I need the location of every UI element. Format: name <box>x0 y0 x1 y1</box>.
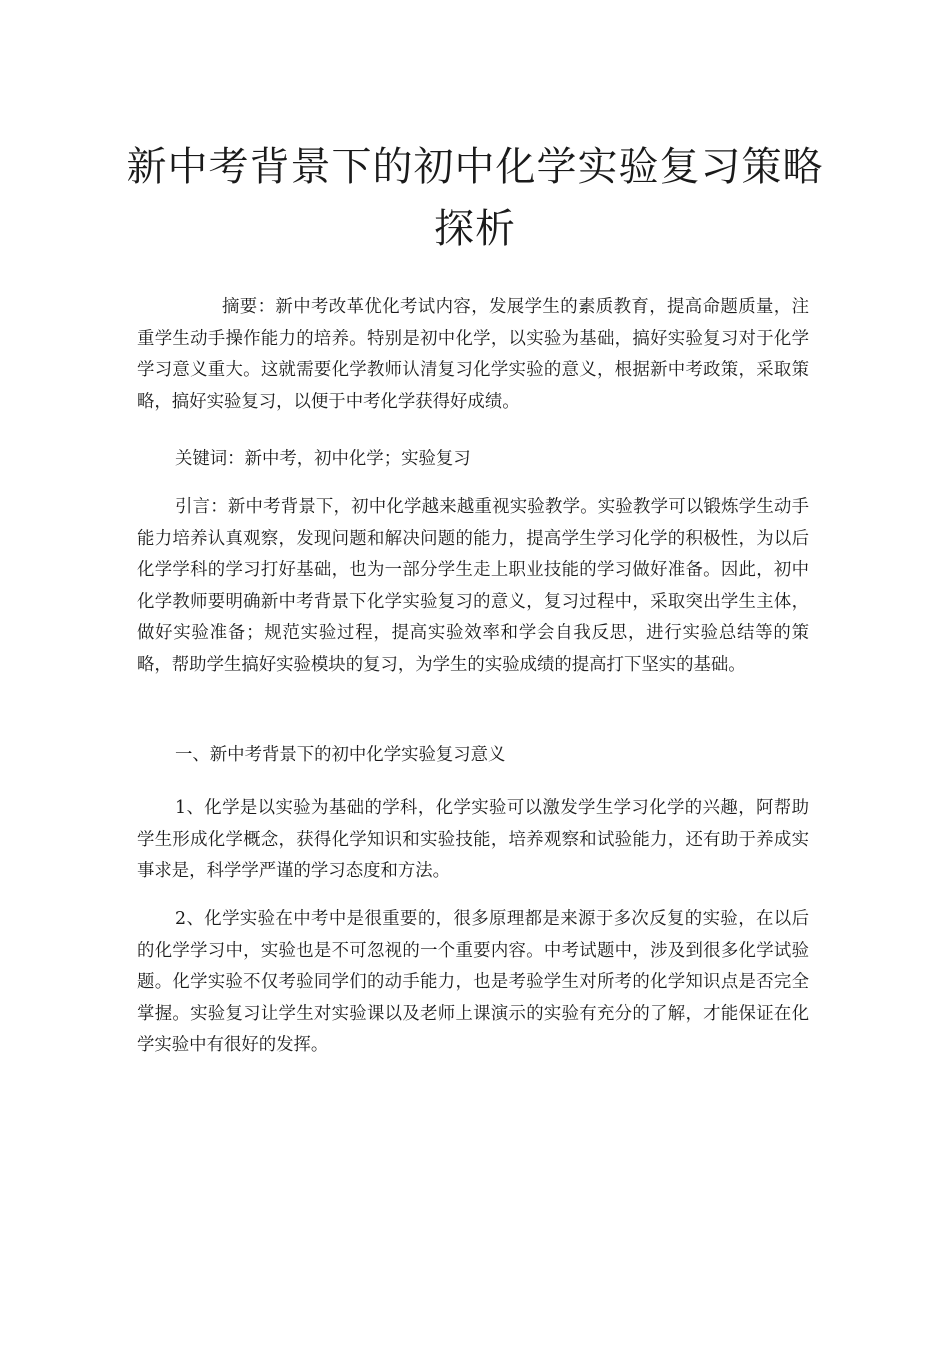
document-title: 新中考背景下的初中化学实验复习策略探析 <box>126 144 824 252</box>
abstract-paragraph: 摘要：新中考改革优化考试内容，发展学生的素质教育，提高命题质量，注重学生动手操作能力的培养。特别是初中化学，以实验为基础，搞好实验复习对于化学学习意义重大。这就需要化学教师认清复习化学实验的意义，根据新中考政策，采取策略，搞好实验复习，以便于中考化学获得好成绩。 <box>137 297 809 412</box>
introduction-paragraph: 引言：新中考背景下，初中化学越来越重视实验教学。实验教学可以锻炼学生动手能力培养认真观察，发现问题和解决问题的能力，提高学生学习化学的积极性，为以后化学学科的学习打好基础，也为一部分学生走上职业技能的学习做好准备。因此，初中化学教师要明确新中考背景下化学实验复习的意义，复习过程中，采取突出学生主体，做好实验准备；规范实验过程，提高实验效率和学会自我反思，进行实验总结等的策略，帮助学生搞好实验模块的复习，为学生的实验成绩的提高打下坚实的基础。 <box>137 497 809 675</box>
section-point-1: 1、化学是以实验为基础的学科，化学实验可以激发学生学习化学的兴趣，阿帮助学生形成化学概念，获得化学知识和实验技能，培养观察和试验能力，还有助于养成实事求是，科学学严谨的学习态度和方法。 <box>137 798 809 881</box>
section-heading: 一、新中考背景下的初中化学实验复习意义 <box>175 745 506 765</box>
keywords-paragraph: 关键词：新中考，初中化学；实验复习 <box>175 449 471 469</box>
section-point-2: 2、化学实验在中考中是很重要的，很多原理都是来源于多次反复的实验，在以后的化学学习中，实验也是不可忽视的一个重要内容。中考试题中，涉及到很多化学试验题。化学实验不仅考验同学们的动手能力，也是考验学生对所考的化学知识点是否完全掌握。实验复习让学生对实验课以及老师上课演示的实验有充分的了解，才能保证在化学实验中有很好的发挥。 <box>137 909 809 1055</box>
